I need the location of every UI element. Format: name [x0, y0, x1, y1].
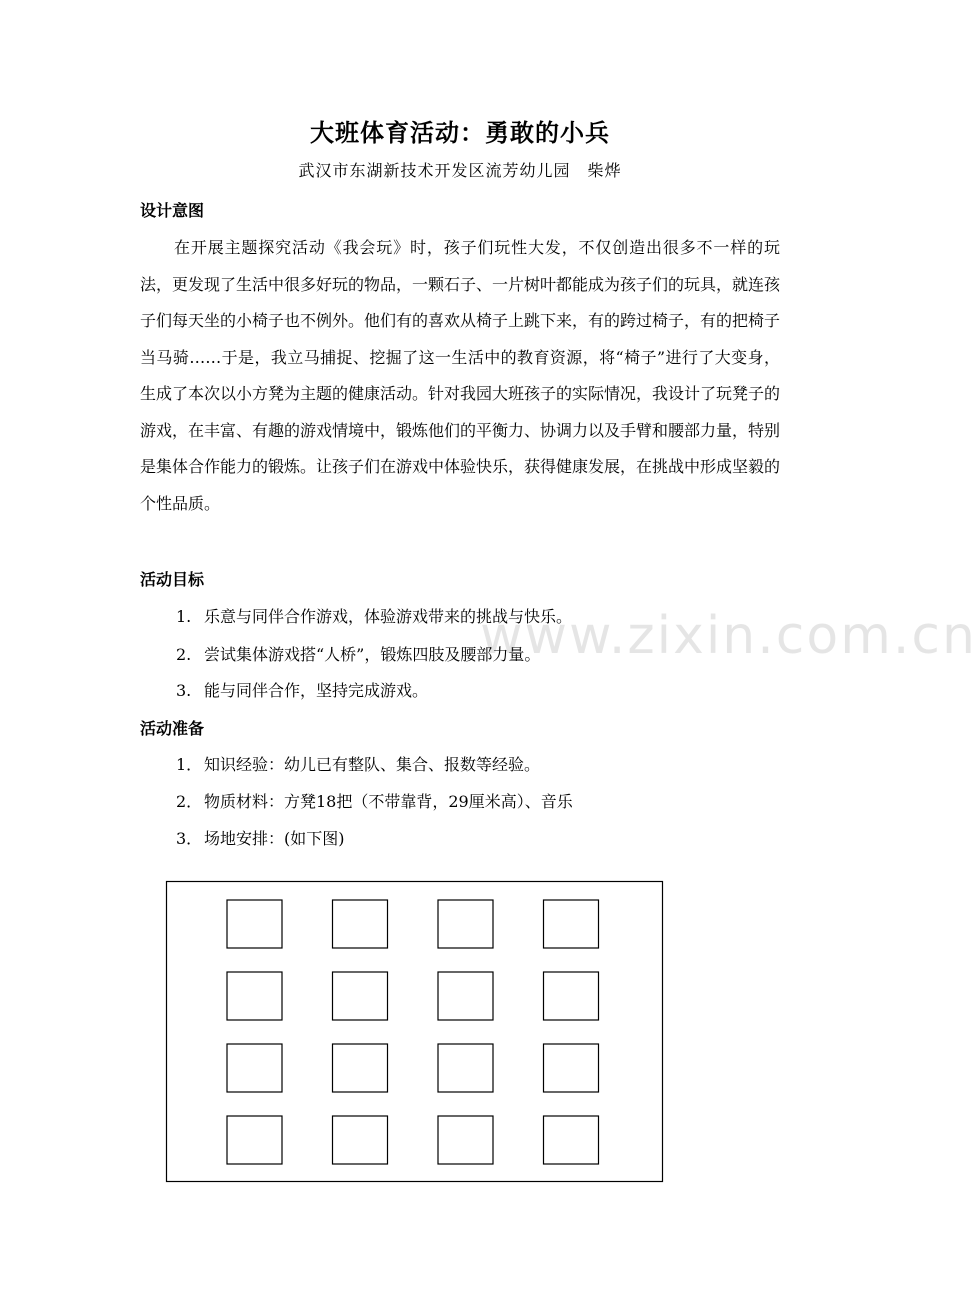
prep-item-2 — [176, 789, 573, 815]
prep-item-1 — [176, 752, 540, 778]
stool-square-r4-c4 — [544, 1116, 599, 1164]
stool-square-r1-c3 — [438, 900, 493, 948]
prep-text: 知识经验：幼儿已有整队、集合、报数等经验。 — [204, 755, 541, 774]
design-intent-paragraph: 在开展主题探究活动《我会玩》时，孩子们玩性大发，不仅创造出很多不一样的玩法，更发现了生活中很多好玩的物品，一颗石子、一片树叶都能成为孩子们的玩具，就连孩子们每天坐的小椅子也不例外。他们有的喜欢从椅子上跳下来，有的跨过椅子，有的把椅子当马骑……于是，我立马捕捉、挖掘了这一生活中的教育资源，将“椅子”进行了大变身，生成了本次以小方凳为主题的健康活动。针对我园大班孩子的实际情况，我设计了玩凳子的游戏，在丰富、有趣的游戏情境中，锻炼他们的平衡力、协调力以及手臂和腰部力量，特别是集体合作能力的锻炼。让孩子们在游戏中体验快乐，获得健康发展，在挑战中形成坚毅的个性品质。 — [140, 238, 781, 513]
stool-square-r2-c2 — [333, 972, 388, 1020]
stool-square-r2-c1 — [227, 972, 282, 1020]
stool-square-r1-c1 — [227, 900, 282, 948]
prep-item-3 — [176, 826, 345, 852]
stool-square-r3-c2 — [333, 1044, 388, 1092]
goal-number: 2. — [176, 645, 192, 664]
stool-square-r1-c2 — [333, 900, 388, 948]
document-title: 大班体育活动：勇敢的小兵 — [310, 119, 610, 147]
prep-number: 2． — [176, 792, 203, 811]
prep-text: 场地安排：(如下图) — [204, 829, 345, 848]
goal-number: 1. — [176, 607, 192, 626]
stool-square-r1-c4 — [544, 900, 599, 948]
venue-boundary — [167, 882, 663, 1182]
stool-square-r3-c4 — [544, 1044, 599, 1092]
stool-square-r3-c1 — [227, 1044, 282, 1092]
goal-item-3 — [176, 678, 428, 704]
goal-text: 能与同伴合作，坚持完成游戏。 — [204, 681, 429, 700]
heading-activity-goals: 活动目标 — [140, 570, 205, 589]
prep-number: 1． — [176, 755, 203, 774]
prep-number: 3． — [176, 829, 203, 848]
heading-design-intent: 设计意图 — [140, 201, 205, 220]
stool-square-r4-c3 — [438, 1116, 493, 1164]
heading-activity-preparation: 活动准备 — [140, 719, 205, 738]
goal-text: 乐意与同伴合作游戏，体验游戏带来的挑战与快乐。 — [204, 607, 573, 626]
venue-layout-diagram — [166, 881, 663, 1182]
goal-item-1 — [176, 604, 572, 630]
stool-square-r3-c3 — [438, 1044, 493, 1092]
goal-item-2 — [176, 642, 540, 668]
stool-square-r4-c2 — [333, 1116, 388, 1164]
stool-square-r2-c3 — [438, 972, 493, 1020]
prep-text: 物质材料：方凳18把（不带靠背，29厘米高）、音乐 — [204, 792, 573, 811]
stool-square-r4-c1 — [227, 1116, 282, 1164]
author-byline: 武汉市东湖新技术开发区流芳幼儿园 柴烨 — [298, 161, 622, 180]
goal-number: 3. — [176, 681, 192, 700]
goal-text: 尝试集体游戏搭“人桥”，锻炼四肢及腰部力量。 — [204, 645, 541, 664]
watermark-text: www.zixin.com.cn — [480, 606, 977, 666]
stool-square-r2-c4 — [544, 972, 599, 1020]
